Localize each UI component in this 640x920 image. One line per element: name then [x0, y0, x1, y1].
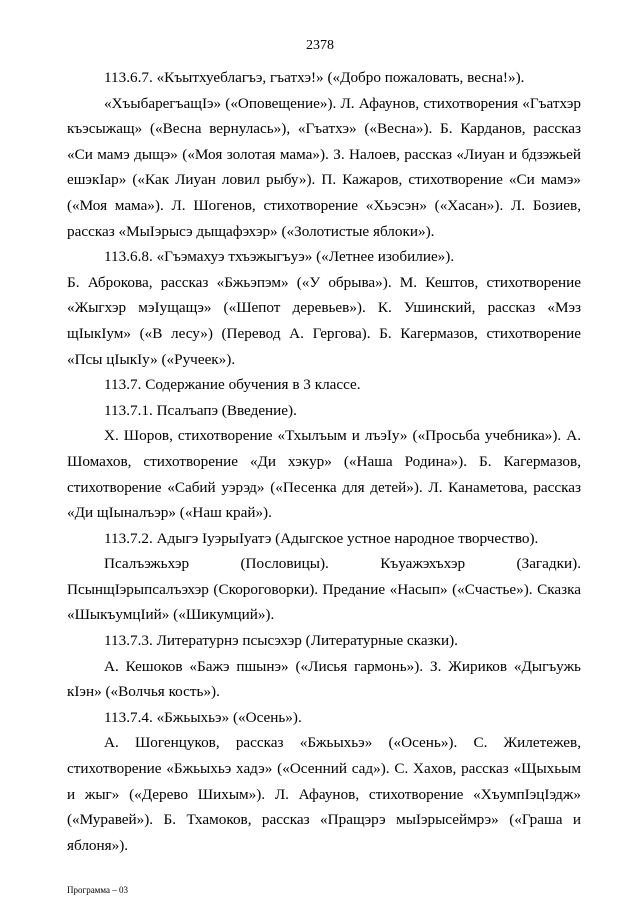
- section-heading: 113.6.7. «Къытхуеблагъэ, гъатхэ!» («Добро пожаловать, весна!»).: [104, 69, 525, 86]
- section-heading: 113.7.1. Псалъапэ (Введение).: [104, 401, 297, 419]
- section-heading: 113.7.4. «Бжьыхьэ» («Осень»).: [104, 708, 302, 726]
- footer-label: Программа – 03: [67, 885, 129, 895]
- paragraph: Б. Аброкова, рассказ «Бжьэпэм» («У обрыва»). М. Кештов, стихотворение «Жыгхэр мэIущащэ» («Шепот деревьев»). К. Ушинский, рассказ «Мэз щIыкIум» («В лесу») (Перевод А. Гергова). Б. Кагермазов, стихотворение «Псы цIыкIу» («Ручеек»).: [67, 273, 581, 368]
- section-heading: 113.7. Содержание обучения в 3 классе.: [104, 376, 361, 394]
- document-body: [67, 65, 581, 858]
- paragraph: Псалъэжьхэр (Пословицы). Къуажэхъхэр (Загадки). ПсынщIэрыпсалъэхэр (Скороговорки). Предание «Насып» («Счастье»). Сказка «ШыкъумцIий» («Шикумций»).: [67, 555, 581, 624]
- section-heading: 113.6.8. «Гъэмахуэ тхъэжыгъуэ» («Летнее изобилие»).: [104, 248, 455, 266]
- page-number: 2378: [306, 38, 334, 53]
- section-heading: 113.7.3. Литературнэ псысэхэр (Литературные сказки).: [104, 632, 458, 650]
- paragraph: «ХъыбарегъащIэ» («Оповещение»). Л. Афаунов, стихотворения «Гъатхэр къэсыжащ» («Весна вернулась»), «Гъатхэ» («Весна»). Б. Карданов, рассказ «Си мамэ дыщэ» («Моя золотая мама»). З. Налоев, рассказ «Лиуан и бдзэжьей ешэкIар» («Как Лиуан ловил рыбу»). П. Кажаров, стихотворение «Си мамэ» («Моя мама»). Л. Шогенов, стихотворение «Хьэсэн» («Хасан»). Л. Бозиев, рассказ «МыIэрысэ дыщафэхэр» («Золотистые яблоки»).: [67, 94, 581, 240]
- paragraph: А. Кешоков «Бажэ пшынэ» («Лисья гармонь»). З. Жириков «Дыгъужь кIэн» («Волчья кость»).: [67, 657, 581, 701]
- paragraph: А. Шогенцуков, рассказ «Бжьыхьэ» («Осень»). С. Жилетежев, стихотворение «Бжьыхьэ хадэ» («Осенний сад»). С. Хахов, рассказ «Щыхьым и жыг» («Дерево Шихым»). Л. Афаунов, стихотворение «ХъумпIэцIэдж» («Муравей»). Б. Тхамоков, рассказ «Пращэрэ мыIэрысеймрэ» («Граша и яблоня»).: [67, 734, 581, 854]
- section-heading: 113.7.2. Адыгэ IуэрыIуатэ (Адыгское устное народное творчество).: [104, 529, 539, 547]
- paragraph: Х. Шоров, стихотворение «Тхылъым и лъэIу» («Просьба учебника»). А. Шомахов, стихотворение «Ди хэкур» («Наша Родина»). Б. Кагермазов, стихотворение «Сабий уэрэд» («Песенка для детей»). Л. Канаметова, рассказ «Ди щIыналъэр» («Наш край»).: [67, 427, 581, 522]
